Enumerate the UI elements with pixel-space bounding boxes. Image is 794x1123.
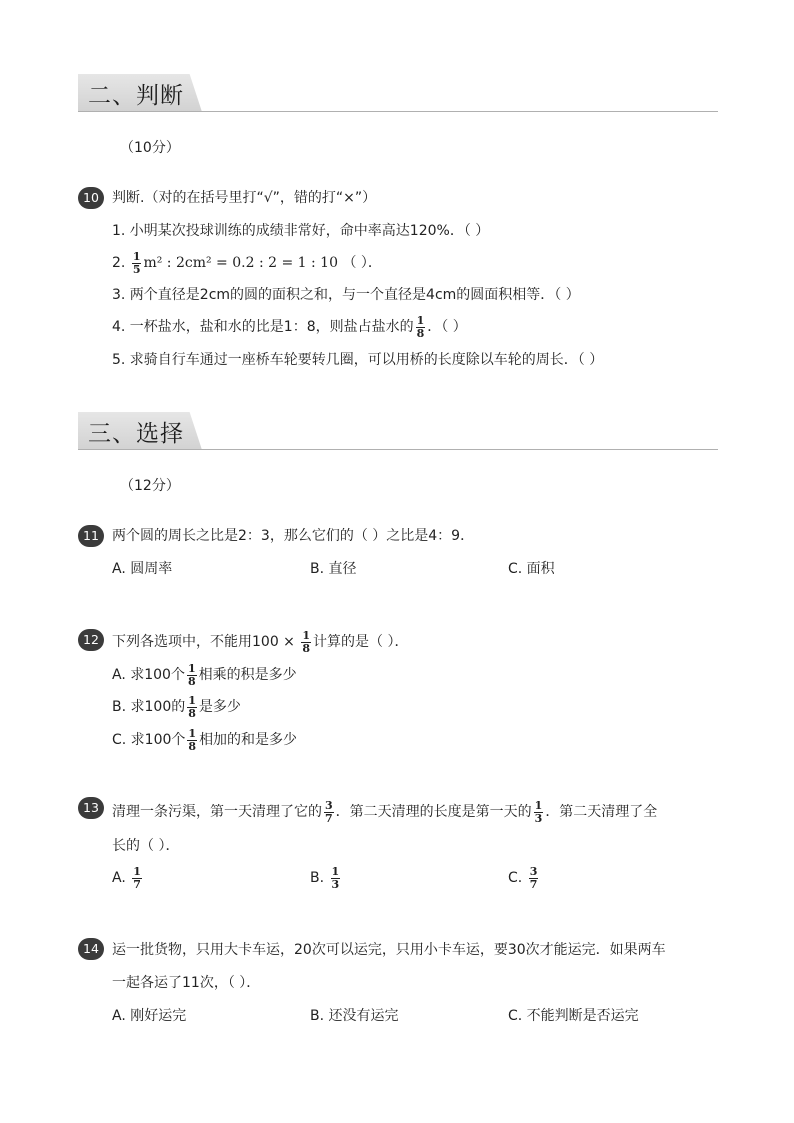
section-title: 二、判断 bbox=[88, 83, 184, 109]
stem-text: ．第二天清理的长度是第一天的 bbox=[335, 804, 532, 821]
fraction-denominator: 5 bbox=[132, 262, 141, 276]
fraction bbox=[331, 866, 341, 890]
fraction-numerator: 1 bbox=[132, 250, 141, 263]
fraction-denominator: 7 bbox=[529, 877, 538, 891]
section-rule bbox=[78, 449, 718, 450]
fraction-numerator: 1 bbox=[331, 865, 340, 878]
fraction-denominator: 8 bbox=[416, 326, 425, 340]
item-text: 4. 一杯盐水，盐和水的比是1：8，则盐占盐水的 bbox=[112, 319, 414, 336]
option-a: A. 圆周率 bbox=[112, 561, 173, 577]
fraction-numerator: 1 bbox=[187, 662, 196, 675]
section-rule bbox=[78, 111, 718, 112]
fraction-numerator: 3 bbox=[529, 865, 538, 878]
fraction bbox=[416, 315, 426, 339]
option-c bbox=[508, 866, 540, 890]
fraction-numerator: 1 bbox=[188, 694, 196, 707]
stem-text: 下列各选项中，不能用100 × bbox=[112, 634, 300, 651]
fraction bbox=[187, 663, 197, 687]
question-stem-line2: 一起各运了11次，（ ）． bbox=[112, 975, 261, 991]
question-number-badge: 12 bbox=[78, 629, 104, 651]
section-title: 三、选择 bbox=[88, 421, 184, 447]
fraction-numerator: 3 bbox=[325, 799, 333, 812]
fraction bbox=[534, 800, 544, 824]
option-text: 相乘的积是多少 bbox=[198, 667, 297, 684]
option-c: C. 面积 bbox=[508, 561, 555, 577]
option-label: B. bbox=[310, 870, 325, 887]
fraction bbox=[324, 800, 334, 824]
fraction bbox=[187, 728, 197, 752]
question-stem bbox=[112, 630, 408, 654]
question-stem: 两个圆的周长之比是2：3，那么它们的（ ）之比是4：9． bbox=[112, 528, 475, 544]
section-header-choice bbox=[78, 412, 718, 450]
option-label: A. bbox=[112, 870, 126, 887]
fraction-denominator: 8 bbox=[188, 706, 196, 720]
fraction-numerator: 1 bbox=[534, 799, 543, 812]
fraction-numerator: 1 bbox=[302, 629, 311, 642]
fraction-denominator: 3 bbox=[534, 811, 543, 825]
option-c bbox=[112, 728, 297, 752]
section-score: （12分） bbox=[120, 478, 180, 494]
question-number-badge: 14 bbox=[78, 938, 104, 960]
item-text: ．（ ） bbox=[427, 319, 467, 336]
judge-item-3: 3. 两个直径是2cm的圆的面积之和，与一个直径是4cm的圆面积相等．（ ） bbox=[112, 287, 580, 303]
fraction bbox=[301, 630, 311, 654]
fraction-numerator: 1 bbox=[133, 865, 141, 878]
fraction-denominator: 8 bbox=[302, 641, 311, 655]
fraction-numerator: 1 bbox=[188, 727, 197, 740]
question-stem: 运一批货物，只用大卡车运，20次可以运完，只用小卡车运，要30次才能运完．如果两车 bbox=[112, 942, 666, 958]
fraction-denominator: 8 bbox=[187, 674, 196, 688]
stem-text: 清理一条污渠，第一天清理了它的 bbox=[112, 804, 322, 821]
question-number-badge: 13 bbox=[78, 797, 104, 819]
option-b: B. 直径 bbox=[310, 561, 357, 577]
question-number-badge: 10 bbox=[78, 187, 104, 209]
question-stem: 判断.（对的在括号里打“√”，错的打“×”） bbox=[112, 190, 377, 206]
option-text: 相加的和是多少 bbox=[199, 732, 298, 749]
option-text: B. 求100的 bbox=[112, 699, 186, 716]
item-text: m² : 2cm² = 0.2 : 2 = 1 : 10 （ ）． bbox=[143, 255, 382, 272]
option-text: 是多少 bbox=[198, 699, 241, 716]
stem-text: 计算的是（ ）． bbox=[313, 634, 409, 651]
option-text: A. 求100个 bbox=[112, 667, 185, 684]
fraction bbox=[132, 866, 142, 890]
question-stem-line2: 长的（ ）． bbox=[112, 838, 180, 854]
option-a bbox=[112, 866, 144, 890]
judge-item-5: 5. 求骑自行车通过一座桥车轮要转几圈，可以用桥的长度除以车轮的周长．（ ） bbox=[112, 352, 604, 368]
section-score: （10分） bbox=[120, 140, 180, 156]
option-a: A. 刚好运完 bbox=[112, 1008, 187, 1024]
option-b bbox=[112, 695, 241, 719]
item-text: 2. bbox=[112, 255, 130, 272]
judge-item-4 bbox=[112, 315, 467, 339]
stem-text: ．第二天清理了全 bbox=[545, 804, 658, 821]
option-c: C. 不能判断是否运完 bbox=[508, 1008, 639, 1024]
section-header-judge bbox=[78, 74, 718, 112]
judge-item-2 bbox=[112, 251, 382, 275]
option-a bbox=[112, 663, 297, 687]
fraction bbox=[132, 251, 142, 275]
option-b bbox=[310, 866, 342, 890]
fraction bbox=[187, 695, 197, 719]
fraction-denominator: 8 bbox=[188, 739, 197, 753]
judge-item-1: 1. 小明某次投球训练的成绩非常好，命中率高达120%．（ ） bbox=[112, 223, 490, 239]
fraction-numerator: 1 bbox=[416, 314, 425, 327]
fraction-denominator: 7 bbox=[325, 811, 333, 825]
question-number-badge: 11 bbox=[78, 525, 104, 547]
fraction-denominator: 3 bbox=[331, 877, 340, 891]
option-text: C. 求100个 bbox=[112, 732, 186, 749]
option-b: B. 还没有运完 bbox=[310, 1008, 399, 1024]
option-label: C. bbox=[508, 870, 523, 887]
question-stem bbox=[112, 800, 657, 824]
fraction-denominator: 7 bbox=[133, 877, 141, 891]
fraction bbox=[529, 866, 539, 890]
